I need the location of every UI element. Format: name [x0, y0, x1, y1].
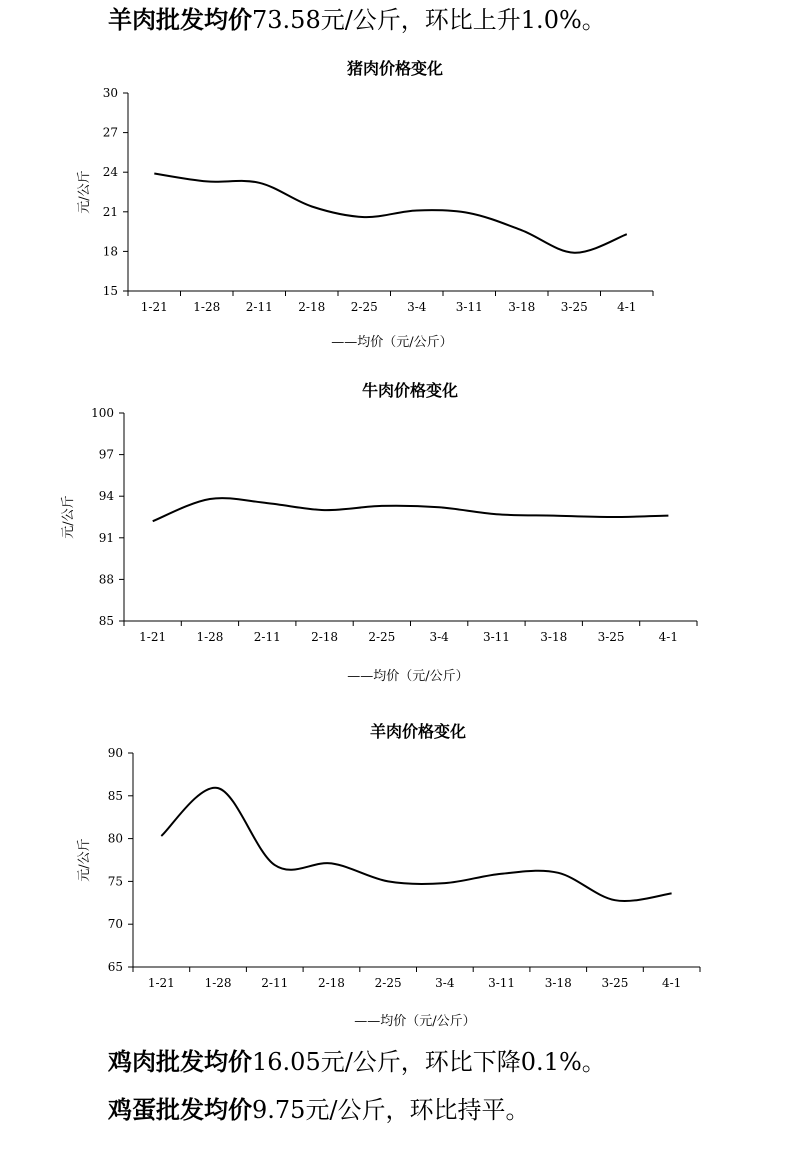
y-tick-label: 65	[107, 960, 123, 974]
y-tick-label: 85	[98, 614, 114, 628]
mutton-price-chart	[0, 712, 798, 1042]
egg-price-text: 9.75元/公斤，环比持平。	[252, 1096, 530, 1124]
x-tick-label: 2-11	[253, 630, 281, 644]
chart-title: 牛肉价格变化	[361, 381, 459, 400]
y-tick-label: 30	[102, 86, 118, 100]
x-tick-label: 3-18	[508, 300, 536, 314]
x-tick-label: 3-4	[429, 630, 449, 644]
chart-title: 羊肉价格变化	[369, 722, 467, 741]
y-tick-label: 21	[102, 204, 118, 219]
pork-price-chart	[0, 50, 798, 360]
y-tick-label: 15	[102, 284, 118, 298]
chicken-price-summary	[108, 1046, 606, 1078]
x-tick-label: 2-25	[374, 976, 402, 990]
series-line	[161, 788, 671, 901]
y-tick-label: 88	[98, 572, 114, 587]
x-tick-label: 3-4	[407, 300, 427, 314]
x-tick-label: 4-1	[658, 630, 679, 644]
y-tick-label: 100	[91, 406, 114, 420]
x-tick-label: 3-25	[597, 630, 625, 644]
x-tick-label: 4-1	[617, 300, 637, 314]
x-tick-label: 1-21	[140, 300, 168, 314]
x-tick-label: 3-11	[455, 300, 483, 314]
x-tick-label: 3-18	[544, 976, 572, 990]
y-tick-label: 85	[107, 788, 123, 803]
x-tick-label: 4-1	[661, 976, 682, 990]
x-tick-label: 2-11	[261, 976, 289, 990]
y-tick-label: 24	[102, 165, 118, 180]
y-axis-label: 元/公斤	[77, 170, 92, 214]
series-line	[153, 498, 669, 521]
x-tick-label: 2-25	[350, 300, 378, 314]
x-tick-label: 3-11	[488, 976, 516, 990]
chart-title: 猪肉价格变化	[346, 59, 444, 78]
mutton-price-summary	[108, 4, 606, 36]
y-tick-label: 94	[98, 489, 114, 504]
x-tick-label: 2-11	[245, 300, 273, 314]
x-tick-label: 3-4	[435, 976, 455, 990]
y-axis-label: 元/公斤	[61, 495, 76, 539]
x-tick-label: 3-25	[601, 976, 629, 990]
x-tick-label: 1-28	[196, 630, 224, 644]
x-tick-label: 3-11	[482, 630, 510, 644]
y-tick-label: 97	[98, 447, 114, 462]
y-tick-label: 91	[98, 530, 114, 545]
y-tick-label: 80	[107, 831, 123, 846]
x-tick-label: 1-21	[139, 630, 167, 644]
x-tick-label: 3-25	[560, 300, 588, 314]
mutton-price-lead: 羊肉批发均价	[108, 5, 252, 34]
x-tick-label: 2-25	[368, 630, 396, 644]
chart-legend: ——均价（元/公斤）	[347, 669, 469, 684]
mutton-price-text: 73.58元/公斤，环比上升1.0%。	[252, 6, 606, 34]
y-tick-label: 75	[107, 874, 123, 889]
x-tick-label: 2-18	[311, 630, 339, 644]
series-line	[154, 174, 627, 253]
chicken-price-lead: 鸡肉批发均价	[108, 1047, 252, 1076]
y-tick-label: 70	[107, 917, 123, 932]
chicken-price-text: 16.05元/公斤，环比下降0.1%。	[252, 1048, 606, 1076]
y-tick-label: 27	[102, 125, 118, 140]
beef-price-chart	[0, 372, 798, 690]
egg-price-lead: 鸡蛋批发均价	[108, 1095, 252, 1124]
x-tick-label: 1-28	[193, 300, 221, 314]
y-axis-label: 元/公斤	[77, 838, 92, 882]
chart-legend: ——均价（元/公斤）	[331, 335, 453, 350]
x-tick-label: 3-18	[540, 630, 568, 644]
y-tick-label: 18	[102, 244, 118, 259]
egg-price-summary	[108, 1094, 530, 1126]
x-tick-label: 1-28	[204, 976, 232, 990]
x-tick-label: 1-21	[147, 976, 175, 990]
y-tick-label: 90	[107, 746, 123, 760]
x-tick-label: 2-18	[317, 976, 345, 990]
x-tick-label: 2-18	[298, 300, 326, 314]
chart-legend: ——均价（元/公斤）	[354, 1014, 476, 1029]
